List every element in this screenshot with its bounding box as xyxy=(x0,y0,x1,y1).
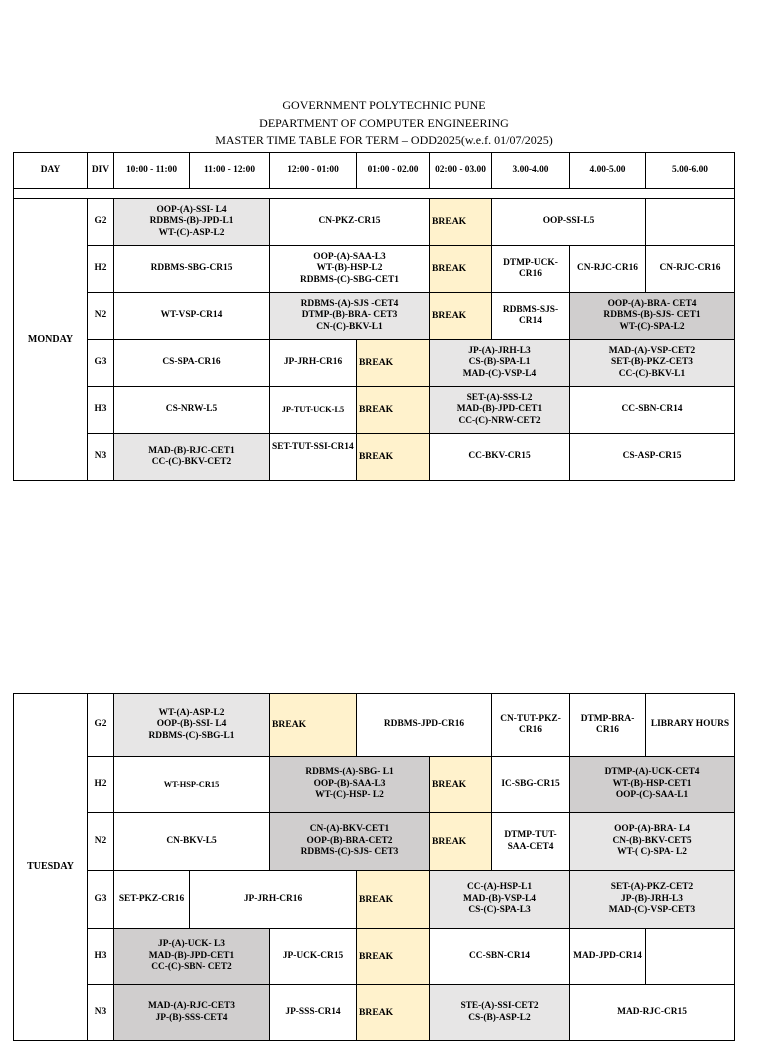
lecture-cell: DTMP-UCK-CR16 xyxy=(492,246,570,293)
lecture-cell: WT-HSP-CR15 xyxy=(114,757,270,813)
col-slot: 10:00 - 11:00 xyxy=(114,153,190,189)
lecture-cell: CS-ASP-CR15 xyxy=(570,434,735,481)
table-row xyxy=(14,387,735,434)
division-label: G2 xyxy=(88,694,114,757)
lecture-cell: SET-PKZ-CR16 xyxy=(114,871,190,929)
lecture-cell: RDBMS-SBG-CR15 xyxy=(114,246,270,293)
lecture-cell: JP-JRH-CR16 xyxy=(190,871,357,929)
division-label: N2 xyxy=(88,293,114,340)
lab-cell: OOP-(A)-SSI- L4 RDBMS-(B)-JPD-L1 WT-(C)-ASP-L2 xyxy=(114,199,270,246)
lecture-cell: CC-SBN-CR14 xyxy=(430,929,570,985)
break-cell: BREAK xyxy=(430,199,492,246)
timetable-title: MASTER TIME TABLE FOR TERM – ODD2025(w.e.f. 01/07/2025) xyxy=(215,133,553,147)
lecture-cell: RDBMS-SJS-CR14 xyxy=(492,293,570,340)
division-label: N3 xyxy=(88,985,114,1041)
lecture-cell: MAD-JPD-CR14 xyxy=(570,929,646,985)
table-row xyxy=(14,246,735,293)
lecture-cell: CC-SBN-CR14 xyxy=(570,387,735,434)
lab-cell: WT-(A)-ASP-L2 OOP-(B)-SSI- L4 RDBMS-(C)-SBG-L1 xyxy=(114,694,270,757)
division-label: N2 xyxy=(88,813,114,871)
lecture-cell: JP-UCK-CR15 xyxy=(270,929,357,985)
lecture-cell: CN-RJC-CR16 xyxy=(646,246,735,293)
lab-cell: DTMP-(A)-UCK-CET4 WT-(B)-HSP-CET1 OOP-(C)-SAA-L1 xyxy=(570,757,735,813)
lab-cell: STE-(A)-SSI-CET2 CS-(B)-ASP-L2 xyxy=(430,985,570,1041)
day-label: TUESDAY xyxy=(14,694,88,1041)
table-row xyxy=(14,199,735,246)
break-cell: BREAK xyxy=(357,871,430,929)
break-cell: BREAK xyxy=(357,985,430,1041)
lecture-cell: CN-RJC-CR16 xyxy=(570,246,646,293)
col-slot: 02:00 - 03.00 xyxy=(430,153,492,189)
division-label: H3 xyxy=(88,929,114,985)
col-slot: 11:00 - 12:00 xyxy=(190,153,270,189)
lab-cell: CC-(A)-HSP-L1 MAD-(B)-VSP-L4 CS-(C)-SPA-L3 xyxy=(430,871,570,929)
lab-cell: RDBMS-(A)-SBG- L1 OOP-(B)-SAA-L3 WT-(C)-HSP- L2 xyxy=(270,757,430,813)
lecture-cell: MAD-RJC-CR15 xyxy=(570,985,735,1041)
lab-cell: MAD-(B)-RJC-CET1 CC-(C)-BKV-CET2 xyxy=(114,434,270,481)
lecture-cell: IC-SBG-CR15 xyxy=(492,757,570,813)
lecture-cell: JP-JRH-CR16 xyxy=(270,340,357,387)
lab-cell: SET-(A)-SSS-L2 MAD-(B)-JPD-CET1 CC-(C)-NRW-CET2 xyxy=(430,387,570,434)
institute-name: GOVERNMENT POLYTECHNIC PUNE xyxy=(282,98,486,112)
table-row xyxy=(14,985,735,1041)
division-label: H3 xyxy=(88,387,114,434)
division-label: G3 xyxy=(88,340,114,387)
lab-cell: JP-(A)-UCK- L3 MAD-(B)-JPD-CET1 CC-(C)-SBN- CET2 xyxy=(114,929,270,985)
lecture-cell: OOP-SSI-L5 xyxy=(492,199,646,246)
lecture-cell: CN-PKZ-CR15 xyxy=(270,199,430,246)
lecture-cell: DTMP-BRA-CR16 xyxy=(570,694,646,757)
lecture-cell: CC-BKV-CR15 xyxy=(430,434,570,481)
col-slot: 4.00-5.00 xyxy=(570,153,646,189)
monday-timetable xyxy=(13,152,735,481)
table-row xyxy=(14,293,735,340)
day-label: MONDAY xyxy=(14,199,88,481)
lab-cell: OOP-(A)-BRA- CET4 RDBMS-(B)-SJS- CET1 WT-(C)-SPA-L2 xyxy=(570,293,735,340)
lecture-cell: CN-TUT-PKZ-CR16 xyxy=(492,694,570,757)
lab-cell: MAD-(A)-VSP-CET2 SET-(B)-PKZ-CET3 CC-(C)-BKV-L1 xyxy=(570,340,735,387)
lab-cell: SET-(A)-PKZ-CET2 JP-(B)-JRH-L3 MAD-(C)-VSP-CET3 xyxy=(570,871,735,929)
timetable-header xyxy=(0,97,768,150)
division-label: G3 xyxy=(88,871,114,929)
spacer-cell xyxy=(14,189,735,199)
table-row xyxy=(14,694,735,757)
lecture-cell: DTMP-TUT-SAA-CET4 xyxy=(492,813,570,871)
division-label: H2 xyxy=(88,246,114,293)
empty-cell xyxy=(646,929,735,985)
lecture-cell: CN-BKV-L5 xyxy=(114,813,270,871)
lecture-cell: SET-TUT-SSI-CR14 xyxy=(270,434,357,481)
lecture-cell: RDBMS-JPD-CR16 xyxy=(357,694,492,757)
division-label: N3 xyxy=(88,434,114,481)
lab-cell: OOP-(A)-BRA- L4 CN-(B)-BKV-CET5 WT-( C)-SPA- L2 xyxy=(570,813,735,871)
break-cell: BREAK xyxy=(357,387,430,434)
empty-cell xyxy=(646,199,735,246)
lab-cell: OOP-(A)-SAA-L3 WT-(B)-HSP-L2 RDBMS-(C)-SBG-CET1 xyxy=(270,246,430,293)
break-cell: BREAK xyxy=(357,434,430,481)
lecture-cell: JP-TUT-UCK-L5 xyxy=(270,387,357,434)
lecture-cell: CS-NRW-L5 xyxy=(114,387,270,434)
table-row xyxy=(14,929,735,985)
division-label: G2 xyxy=(88,199,114,246)
tuesday-timetable xyxy=(13,693,735,1041)
table-row xyxy=(14,871,735,929)
table-row xyxy=(14,340,735,387)
col-div: DIV xyxy=(88,153,114,189)
table-row xyxy=(14,434,735,481)
lab-cell: RDBMS-(A)-SJS -CET4 DTMP-(B)-BRA- CET3 CN-(C)-BKV-L1 xyxy=(270,293,430,340)
col-slot: 3.00-4.00 xyxy=(492,153,570,189)
col-day: DAY xyxy=(14,153,88,189)
lab-cell: MAD-(A)-RJC-CET3 JP-(B)-SSS-CET4 xyxy=(114,985,270,1041)
break-cell: BREAK xyxy=(430,293,492,340)
break-cell: BREAK xyxy=(357,340,430,387)
table-row xyxy=(14,757,735,813)
header-row xyxy=(14,153,735,189)
break-cell: BREAK xyxy=(430,246,492,293)
lab-cell: CN-(A)-BKV-CET1 OOP-(B)-BRA-CET2 RDBMS-(C)-SJS- CET3 xyxy=(270,813,430,871)
col-slot: 12:00 - 01:00 xyxy=(270,153,357,189)
table-row xyxy=(14,813,735,871)
break-cell: BREAK xyxy=(357,929,430,985)
lecture-cell: JP-SSS-CR14 xyxy=(270,985,357,1041)
lecture-cell: LIBRARY HOURS xyxy=(646,694,735,757)
col-slot: 5.00-6.00 xyxy=(646,153,735,189)
lab-cell: JP-(A)-JRH-L3 CS-(B)-SPA-L1 MAD-(C)-VSP-L4 xyxy=(430,340,570,387)
lecture-cell: CS-SPA-CR16 xyxy=(114,340,270,387)
break-cell: BREAK xyxy=(430,813,492,871)
spacer-row xyxy=(14,189,735,199)
col-slot: 01:00 - 02.00 xyxy=(357,153,430,189)
division-label: H2 xyxy=(88,757,114,813)
department-name: DEPARTMENT OF COMPUTER ENGINEERING xyxy=(259,115,509,130)
lecture-cell: WT-VSP-CR14 xyxy=(114,293,270,340)
break-cell: BREAK xyxy=(270,694,357,757)
break-cell: BREAK xyxy=(430,757,492,813)
